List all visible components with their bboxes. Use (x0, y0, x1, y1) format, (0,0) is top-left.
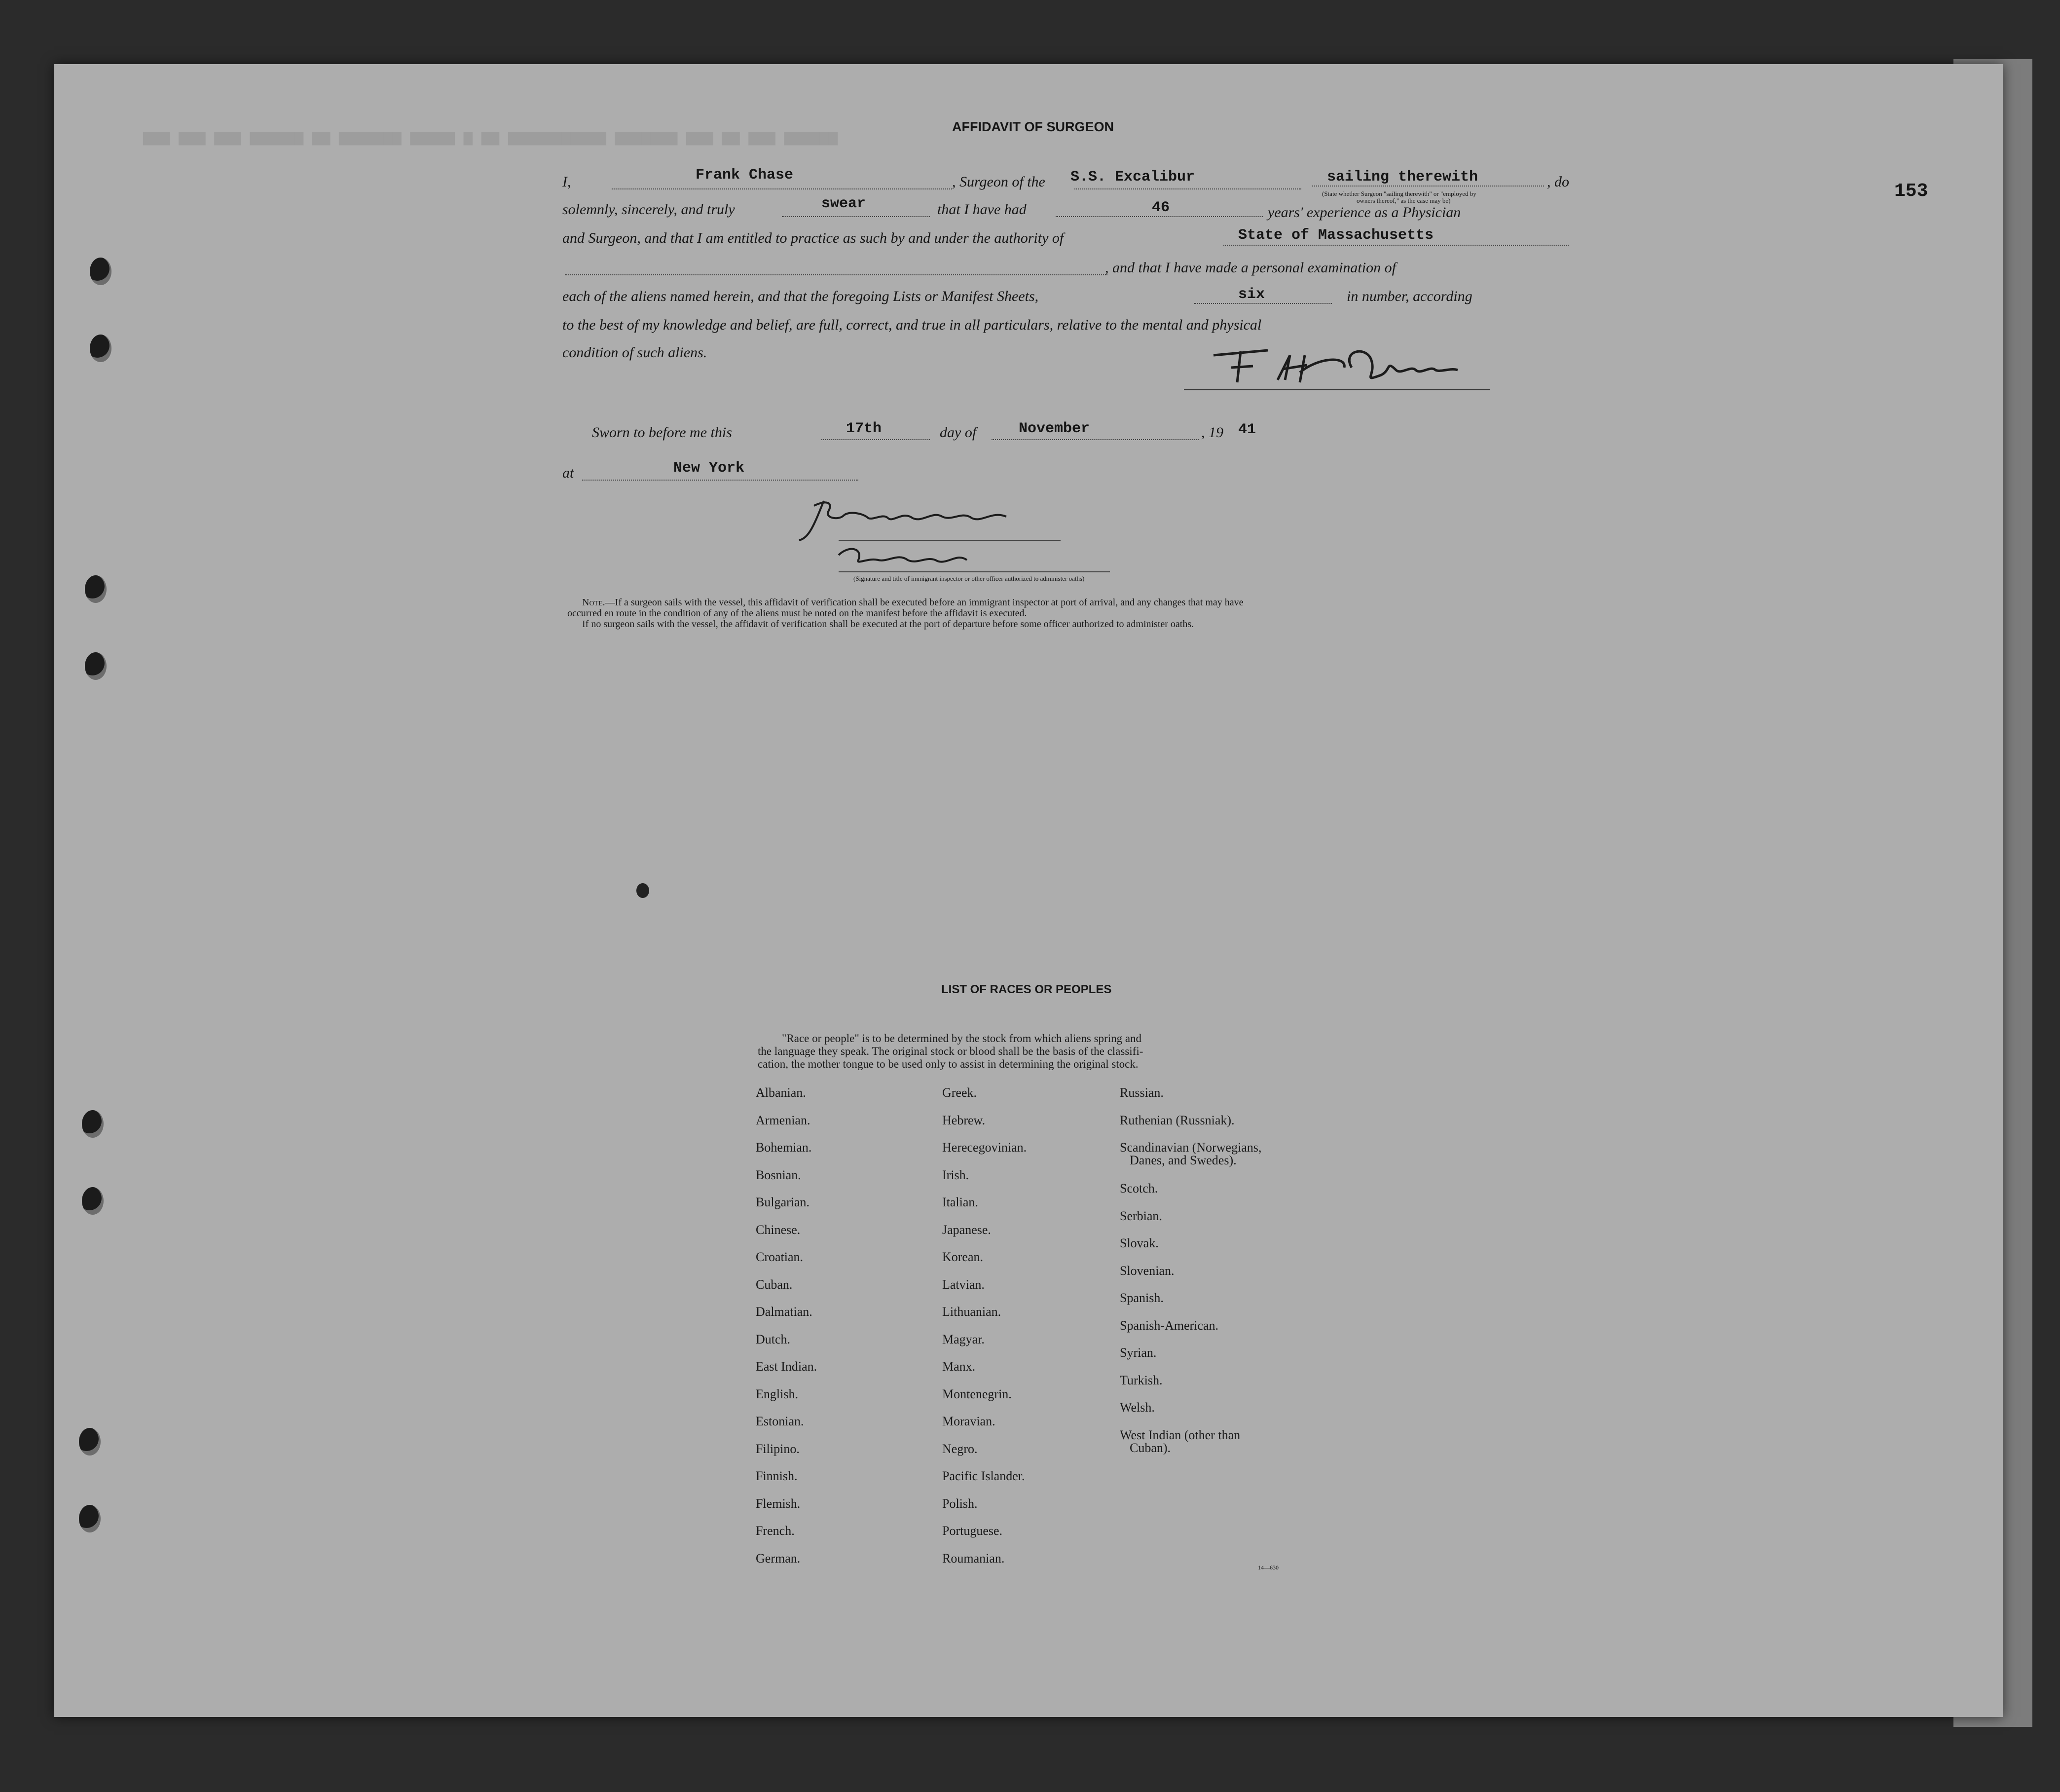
race-item: Dutch. (756, 1332, 791, 1346)
personal-exam-text: , and that I have made a personal examination of (1105, 260, 1396, 276)
race-item: Irish. (942, 1167, 969, 1182)
note-text-1: —If a surgeon sails with the vessel, this affidavit of verification shall be executed before an immigrant inspector at port of arrival, and any changes that may have (605, 597, 1244, 608)
race-item: Albanian. (756, 1085, 806, 1100)
ink-blot (636, 883, 649, 898)
race-item: Hebrew. (942, 1113, 986, 1127)
race-item: Armenian. (756, 1113, 810, 1127)
race-item: Greek. (942, 1085, 977, 1100)
races-intro-line2: the language they speak. The original stock or blood shall be the basis of the classifi- (758, 1045, 1143, 1057)
race-item: Latvian. (942, 1277, 985, 1292)
race-item: German. (756, 1551, 801, 1566)
race-item: Slovenian. (1120, 1263, 1175, 1278)
race-item: Flemish. (756, 1496, 801, 1511)
sheet-count: six (1238, 286, 1265, 303)
race-item: Bohemian. (756, 1140, 812, 1155)
race-item: West Indian (other than (1120, 1427, 1241, 1442)
binder-hole (85, 652, 107, 680)
race-item: Portuguese. (942, 1524, 1003, 1538)
years-count: 46 (1152, 199, 1170, 216)
races-intro-line1: "Race or people" is to be determined by the stock from which aliens spring and (782, 1032, 1142, 1045)
affidavit-title: AFFIDAVIT OF SURGEON (952, 119, 1114, 134)
condition-text: condition of such aliens. (562, 344, 707, 361)
surgeon-name-line (612, 188, 952, 189)
each-alien-text: each of the aliens named herein, and that the foregoing Lists or Manifest Sheets, (562, 288, 1039, 304)
race-item: Croatian. (756, 1250, 804, 1264)
race-item: Scandinavian (Norwegians, (1120, 1140, 1262, 1155)
race-item: Estonian. (756, 1414, 804, 1428)
binder-hole (82, 1110, 104, 1138)
races-title: LIST OF RACES OR PEOPLES (941, 983, 1112, 996)
race-item: Scotch. (1120, 1181, 1158, 1195)
race-item: Magyar. (942, 1332, 985, 1346)
sailing-status-line (1312, 186, 1544, 187)
officer-caption: (Signature and title of immigrant inspector or other officer authorized to administer oaths) (853, 575, 1085, 582)
race-item: Bosnian. (756, 1167, 801, 1182)
sworn-month: November (1019, 420, 1090, 437)
oath-type-line (782, 216, 930, 217)
binder-hole (90, 335, 111, 362)
race-item: Spanish. (1120, 1291, 1164, 1305)
officer-signature (794, 491, 1110, 585)
vessel-name: S.S. Excalibur (1070, 169, 1195, 186)
page-number: 153 (1894, 181, 1928, 202)
sworn-before-text: Sworn to before me this (592, 424, 732, 441)
race-item: Negro. (942, 1441, 978, 1456)
race-item: Dalmatian. (756, 1305, 812, 1319)
authority-line (1223, 245, 1569, 246)
sworn-place-line (582, 480, 858, 481)
binder-hole (79, 1505, 101, 1532)
race-item: Filipino. (756, 1441, 800, 1456)
years-experience-text: years' experience as a Physician (1268, 204, 1461, 221)
race-item: Finnish. (756, 1469, 798, 1483)
race-item: Pacific Islander. (942, 1469, 1025, 1483)
race-item: Chinese. (756, 1222, 801, 1237)
solemnly-text: solemnly, sincerely, and truly (562, 201, 735, 218)
in-number-text: in number, according (1347, 288, 1472, 304)
years-line (1056, 216, 1263, 217)
race-item: French. (756, 1524, 795, 1538)
sworn-month-line (992, 439, 1199, 440)
race-item: Cuban. (756, 1277, 793, 1292)
binder-hole (85, 575, 107, 603)
binder-hole (82, 1187, 104, 1215)
sworn-place: New York (673, 460, 745, 477)
race-item: Spanish-American. (1120, 1318, 1219, 1333)
at-text: at (562, 465, 574, 481)
authority-value: State of Massachusetts (1238, 227, 1434, 244)
race-item: Welsh. (1120, 1400, 1155, 1415)
sheet-count-line (1194, 303, 1332, 304)
race-item: Slovak. (1120, 1236, 1159, 1250)
race-item: Serbian. (1120, 1208, 1162, 1223)
races-intro-line3: cation, the mother tongue to be used only to assist in determining the original stock. (758, 1058, 1139, 1070)
bleed-through-marks: ▆▆▆ ▆▆▆ ▆▆▆ ▆▆▆▆▆▆ ▆▆ ▆▆▆▆▆▆▆ ▆▆▆▆▆ ▆ ▆▆ ▆▆▆▆▆▆▆▆▆▆▆ ▆▆▆▆▆▆▆ ▆▆▆ ▆▆ ▆▆▆ ▆▆▆▆▆▆ (143, 130, 838, 147)
race-item: Roumanian. (942, 1551, 1005, 1566)
race-item: Turkish. (1120, 1373, 1163, 1387)
note-line2: occurred en route in the condition of any of the aliens must be noted on the manifest before the affidavit is executed. (567, 608, 1027, 619)
note-label: Note. (582, 597, 605, 608)
i-prefix: I, (562, 174, 571, 190)
race-item: Korean. (942, 1250, 984, 1264)
surgeon-signature (1184, 340, 1490, 395)
race-item: Italian. (942, 1195, 978, 1209)
race-item: Bulgarian. (756, 1195, 810, 1209)
race-item: English. (756, 1386, 798, 1401)
vessel-line (1074, 188, 1301, 189)
status-note-line2: owners thereof," as the case may be) (1357, 197, 1451, 204)
oath-type: swear (821, 195, 866, 212)
race-item: Moravian. (942, 1414, 995, 1428)
race-item: Manx. (942, 1359, 976, 1374)
status-note-line1: (State whether Surgeon "sailing therewith" or "employed by (1322, 190, 1476, 197)
race-item: Ruthenian (Russniak). (1120, 1113, 1235, 1127)
binder-hole (79, 1428, 101, 1456)
race-item: Danes, and Swedes). (1130, 1153, 1237, 1167)
binder-hole (90, 258, 111, 285)
race-item: Polish. (942, 1496, 978, 1511)
that-i-have-had-text: that I have had (937, 201, 1027, 218)
best-knowledge-text: to the best of my knowledge and belief, are full, correct, and true in all particulars, relative to the mental and physical (562, 317, 1262, 333)
sworn-day-line (821, 439, 930, 440)
race-item: Montenegrin. (942, 1386, 1012, 1401)
note-line1 (582, 597, 1244, 608)
and-surgeon-text: and Surgeon, and that I am entitled to practice as such by and under the authority of (562, 230, 1064, 246)
race-item: Russian. (1120, 1085, 1164, 1100)
race-item: Herecegovinian. (942, 1140, 1027, 1155)
sworn-day: 17th (846, 420, 882, 437)
race-item: Syrian. (1120, 1345, 1157, 1360)
authority-continuation-line (565, 274, 1107, 275)
form-number: 14—630 (1258, 1564, 1279, 1571)
race-item: East Indian. (756, 1359, 817, 1374)
year-prefix: , 19 (1201, 424, 1223, 441)
race-item: Cuban). (1130, 1440, 1171, 1455)
note-line3: If no surgeon sails with the vessel, the affidavit of verification shall be executed at the port of departure before some officer authorized to administer oaths. (582, 619, 1194, 630)
sailing-status: sailing therewith (1327, 169, 1478, 186)
surgeon-of-the-text: , Surgeon of the (952, 174, 1045, 190)
day-of-text: day of (940, 424, 977, 441)
year-suffix: 41 (1238, 421, 1256, 438)
do-text: , do (1547, 174, 1569, 190)
race-item: Japanese. (942, 1222, 991, 1237)
race-item: Lithuanian. (942, 1305, 1001, 1319)
surgeon-name: Frank Chase (696, 167, 794, 184)
manifest-sheet (54, 64, 2003, 1717)
